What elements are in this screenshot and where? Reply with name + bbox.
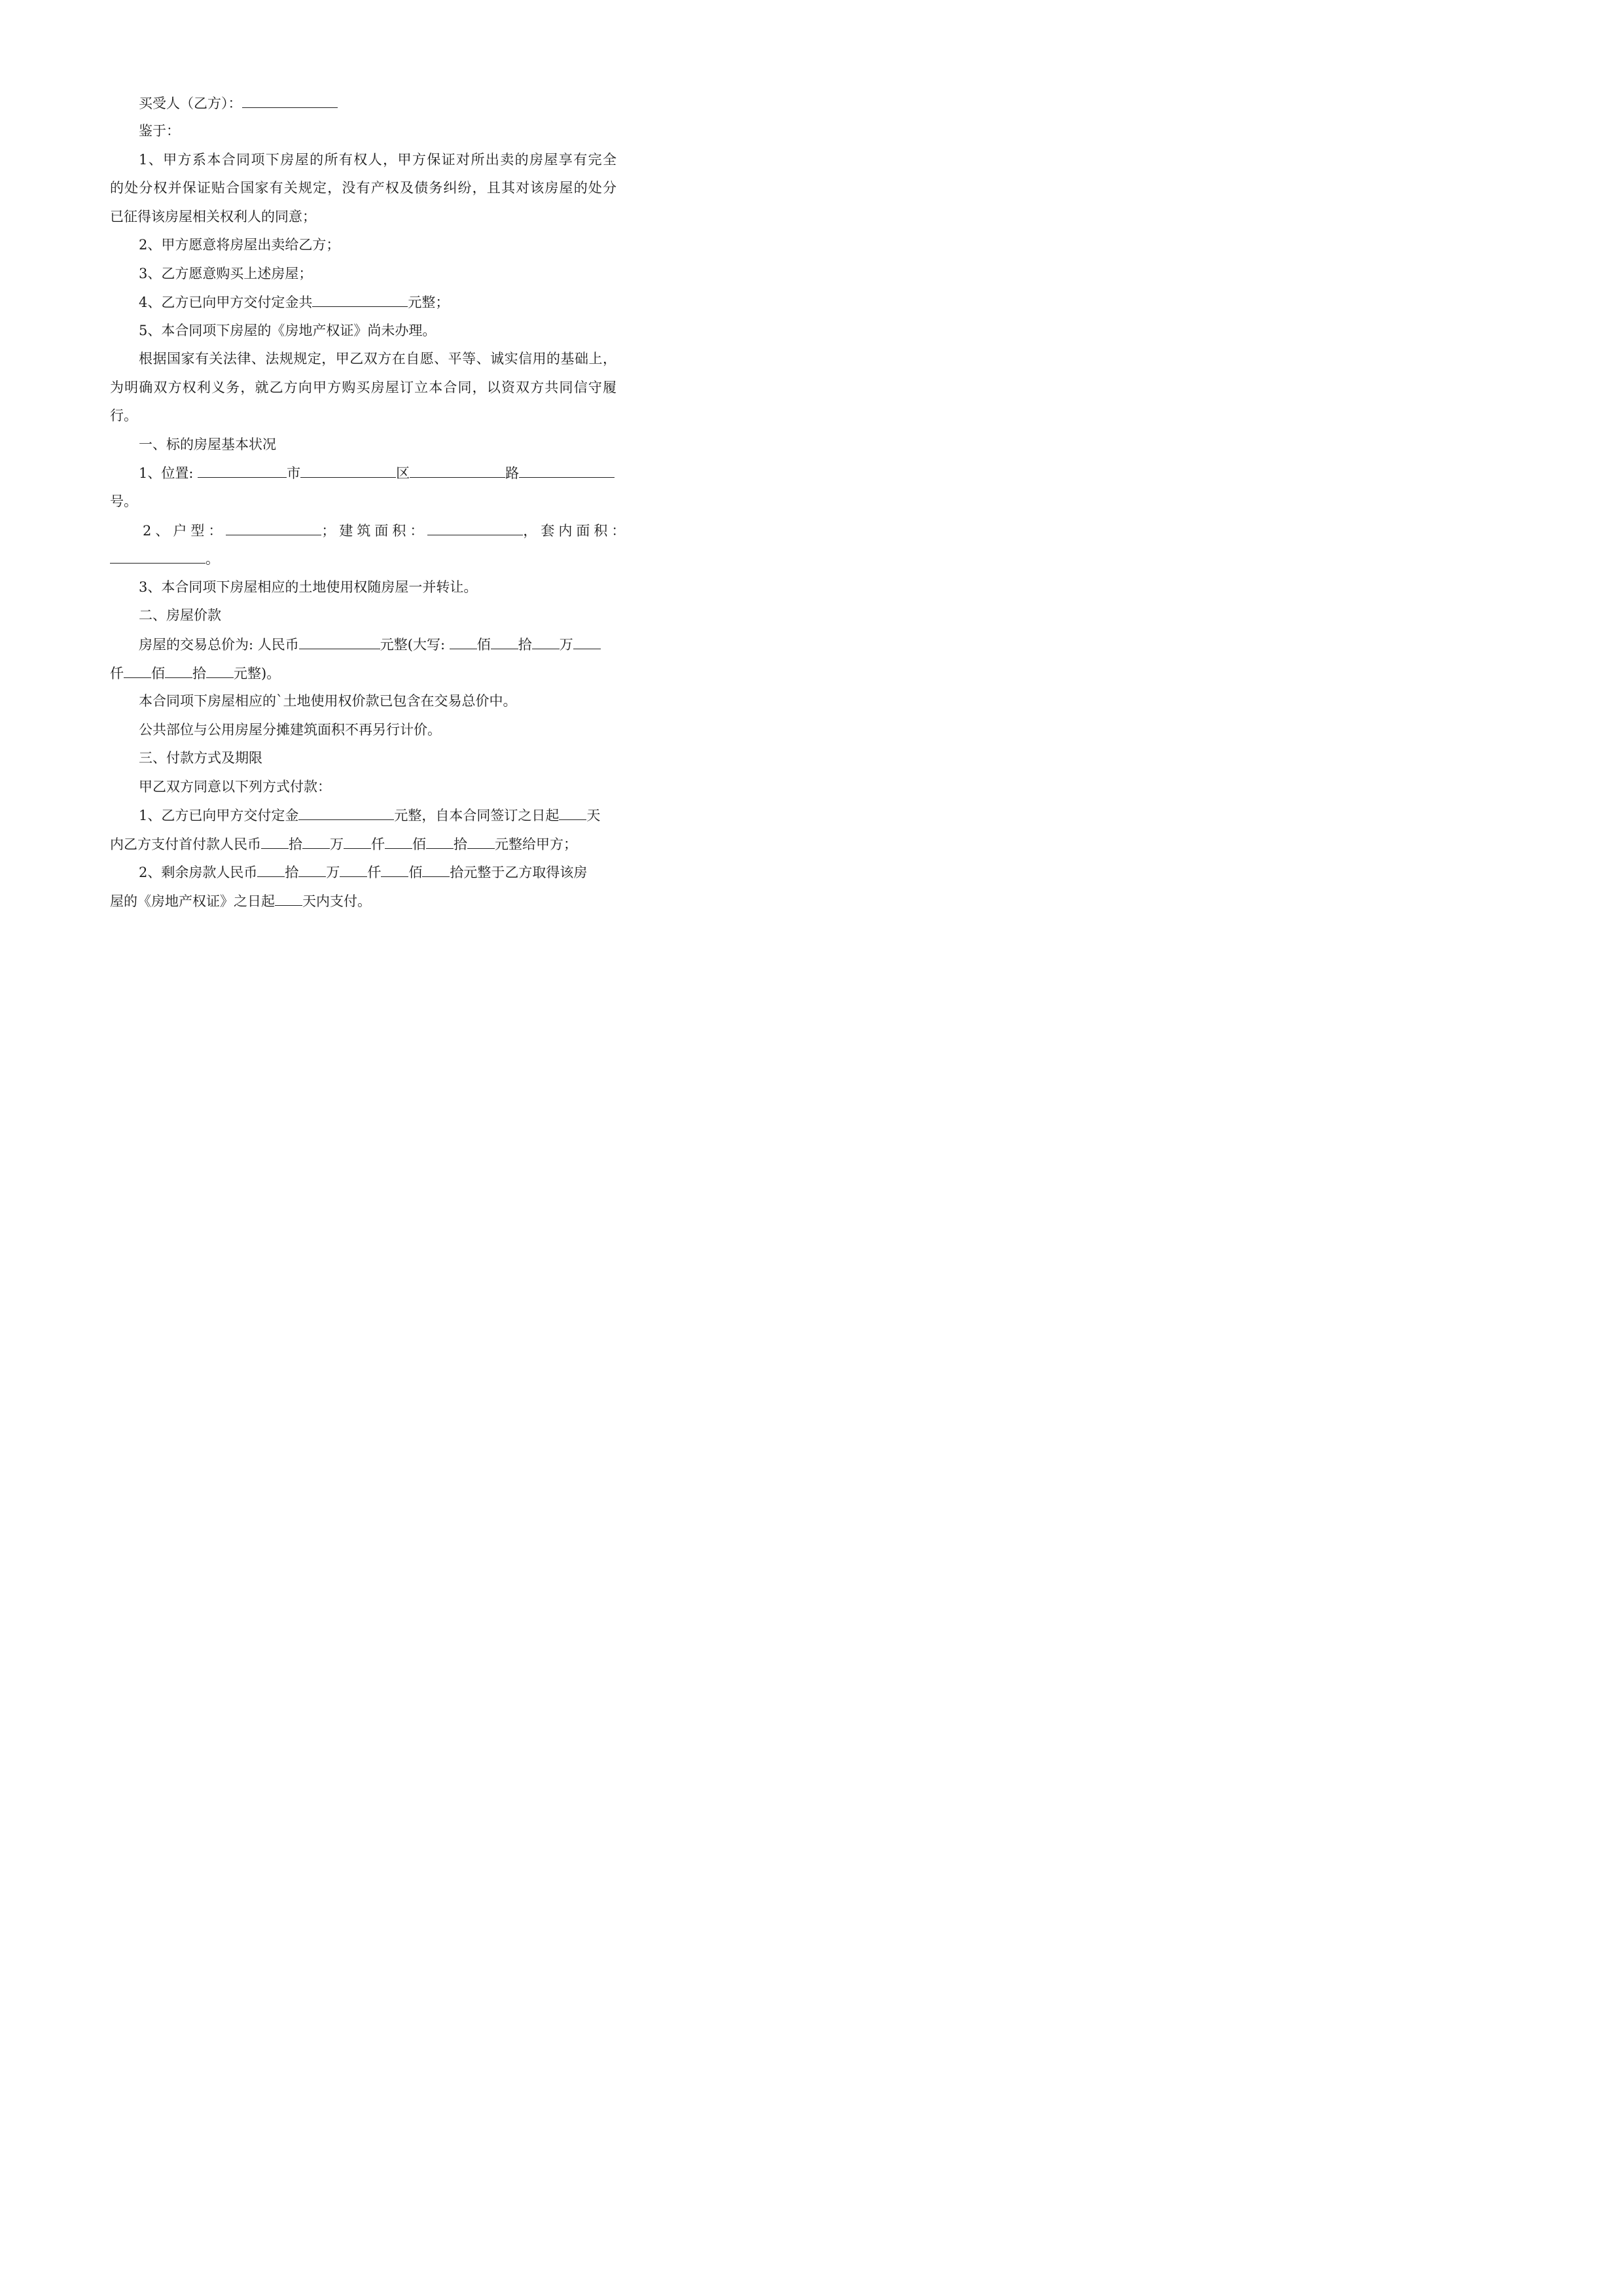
district-blank[interactable] xyxy=(300,463,396,478)
unit-shi: 拾 xyxy=(518,637,532,653)
recital-1-line-1: 1、甲方系本合同项下房屋的所有权人，甲方保证对所出卖的房屋享有完全 xyxy=(139,152,616,168)
location-line xyxy=(139,463,616,482)
contract-page xyxy=(0,0,725,1026)
unit-qian-c: 仟 xyxy=(367,865,382,880)
recital-4 xyxy=(139,292,616,312)
unit-shi-c: 拾 xyxy=(285,865,299,880)
payment-1-label: 1、乙方已向甲方交付定金 xyxy=(139,808,299,823)
unit-bai: 佰 xyxy=(476,637,491,653)
section-2-heading: 二、房屋价款 xyxy=(139,607,221,623)
price-wan-blank[interactable] xyxy=(532,634,560,649)
district-label: 区 xyxy=(396,465,410,481)
balance-days-blank[interactable] xyxy=(275,891,302,906)
inner-area-label: ，套内面积： xyxy=(523,523,630,539)
city-blank[interactable] xyxy=(198,463,287,478)
balance-end: 拾元整于乙方取得该房 xyxy=(450,865,588,880)
recital-3: 3、乙方愿意购买上述房屋； xyxy=(139,266,313,281)
unit-qian-a: 仟 xyxy=(371,836,385,852)
payment-1-line-1 xyxy=(139,805,616,825)
payment-1-days-unit: 天 xyxy=(586,808,601,823)
unit-wan-c: 万 xyxy=(326,865,340,880)
price-line-2 xyxy=(110,663,616,683)
unit-shi-b: 拾 xyxy=(454,836,467,852)
layout-line xyxy=(143,520,630,540)
payment-intro: 甲乙双方同意以下列方式付款： xyxy=(139,779,331,795)
section-1-heading: 一、标的房屋基本状况 xyxy=(139,437,276,452)
recital-4-unit: 元整； xyxy=(408,295,450,310)
buyer-line xyxy=(139,93,616,113)
price-label: 房屋的交易总价为: 人民币 xyxy=(139,637,299,653)
inner-area-blank[interactable] xyxy=(110,548,205,564)
balance-shi1-blank[interactable] xyxy=(257,862,285,877)
price-amount-blank[interactable] xyxy=(299,634,380,649)
balance-label: 2、剩余房款人民币 xyxy=(139,865,258,880)
down-yuan-blank[interactable] xyxy=(467,834,495,849)
payment-deposit-blank[interactable] xyxy=(298,805,394,820)
balance-bai-blank[interactable] xyxy=(381,862,408,877)
deposit-amount-blank[interactable] xyxy=(312,292,408,307)
price-yuan-blank[interactable] xyxy=(206,663,234,678)
payment-1-mid: 元整，自本合同签订之日起 xyxy=(394,808,560,823)
buyer-blank[interactable] xyxy=(242,93,338,108)
unit-bai-2: 佰 xyxy=(151,666,165,681)
location-number-line: 号。 xyxy=(110,493,137,509)
price-uppercase-label: 元整(大写: xyxy=(380,637,446,653)
balance-qian-blank[interactable] xyxy=(340,862,367,877)
unit-qian: 仟 xyxy=(110,666,124,681)
recital-2: 2、甲方愿意将房屋出卖给乙方； xyxy=(139,237,340,253)
recital-1-line-3: 已征得该房屋相关权利人的同意； xyxy=(110,209,316,224)
number-blank[interactable] xyxy=(519,463,615,478)
building-area-label: ；建筑面积： xyxy=(321,523,428,539)
building-area-blank[interactable] xyxy=(427,520,523,535)
road-blank[interactable] xyxy=(410,463,505,478)
payment-2-line-2 xyxy=(110,891,616,910)
payment-1-line-2 xyxy=(110,834,616,853)
payment-2-line-1 xyxy=(139,862,616,882)
price-note-1: 本合同项下房屋相应的`土地使用权价款已包含在交易总价中。 xyxy=(139,693,517,709)
price-line-1 xyxy=(139,634,616,654)
unit-wan-a: 万 xyxy=(330,836,344,852)
recital-4-text: 4、乙方已向甲方交付定金共 xyxy=(139,295,313,310)
recital-1-line-2: 的处分权并保证贴合国家有关规定，没有产权及债务纠纷，且其对该房屋的处分 xyxy=(110,180,616,196)
price-bai2-blank[interactable] xyxy=(124,663,151,678)
balance-wan-blank[interactable] xyxy=(298,862,326,877)
unit-wan: 万 xyxy=(559,637,573,653)
recital-5: 5、本合同项下房屋的《房地产权证》尚未办理。 xyxy=(139,323,437,338)
price-end: 元整)。 xyxy=(234,666,281,681)
price-shi2-blank[interactable] xyxy=(165,663,192,678)
basis-line-3: 行。 xyxy=(110,408,137,423)
layout-label: 2、户型： xyxy=(143,523,226,539)
unit-shi-2: 拾 xyxy=(192,666,206,681)
down-shi2-blank[interactable] xyxy=(426,834,454,849)
land-transfer-clause: 3、本合同项下房屋相应的土地使用权随房屋一并转让。 xyxy=(139,579,478,595)
price-bai-blank[interactable] xyxy=(450,634,477,649)
city-label: 市 xyxy=(287,465,301,481)
basis-line-2: 为明确双方权利义务，就乙方向甲方购买房屋订立本合同，以资双方共同信守履 xyxy=(110,380,616,395)
road-label: 路 xyxy=(505,465,520,481)
location-label: 1、位置: xyxy=(139,465,194,481)
basis-line-1: 根据国家有关法律、法规规定，甲乙双方在自愿、平等、诚实信用的基础上， xyxy=(139,351,616,367)
section-3-heading: 三、付款方式及期限 xyxy=(139,750,262,766)
recitals-heading: 鉴于： xyxy=(139,123,180,139)
unit-bai-a: 佰 xyxy=(412,836,426,852)
inner-area-end: 。 xyxy=(205,551,219,567)
down-shi1-blank[interactable] xyxy=(261,834,289,849)
down-payment-end: 元整给甲方； xyxy=(495,836,577,852)
unit-bai-c: 佰 xyxy=(408,865,423,880)
payment-days-blank[interactable] xyxy=(559,805,586,820)
inner-area-line xyxy=(110,548,616,568)
balance-deadline-end: 天内支付。 xyxy=(302,893,371,909)
down-payment-label: 内乙方支付首付款人民币 xyxy=(110,836,261,852)
price-shi-blank[interactable] xyxy=(491,634,518,649)
down-qian-blank[interactable] xyxy=(344,834,371,849)
balance-deadline-label: 屋的《房地产权证》之日起 xyxy=(110,893,275,909)
down-wan-blank[interactable] xyxy=(302,834,330,849)
buyer-label: 买受人（乙方）： xyxy=(139,96,242,111)
down-bai-blank[interactable] xyxy=(385,834,412,849)
balance-shi2-blank[interactable] xyxy=(422,862,450,877)
price-note-2: 公共部位与公用房屋分摊建筑面积不再另行计价。 xyxy=(139,722,441,738)
layout-blank[interactable] xyxy=(226,520,321,535)
price-qian-blank[interactable] xyxy=(573,634,601,649)
unit-shi-a: 拾 xyxy=(289,836,302,852)
